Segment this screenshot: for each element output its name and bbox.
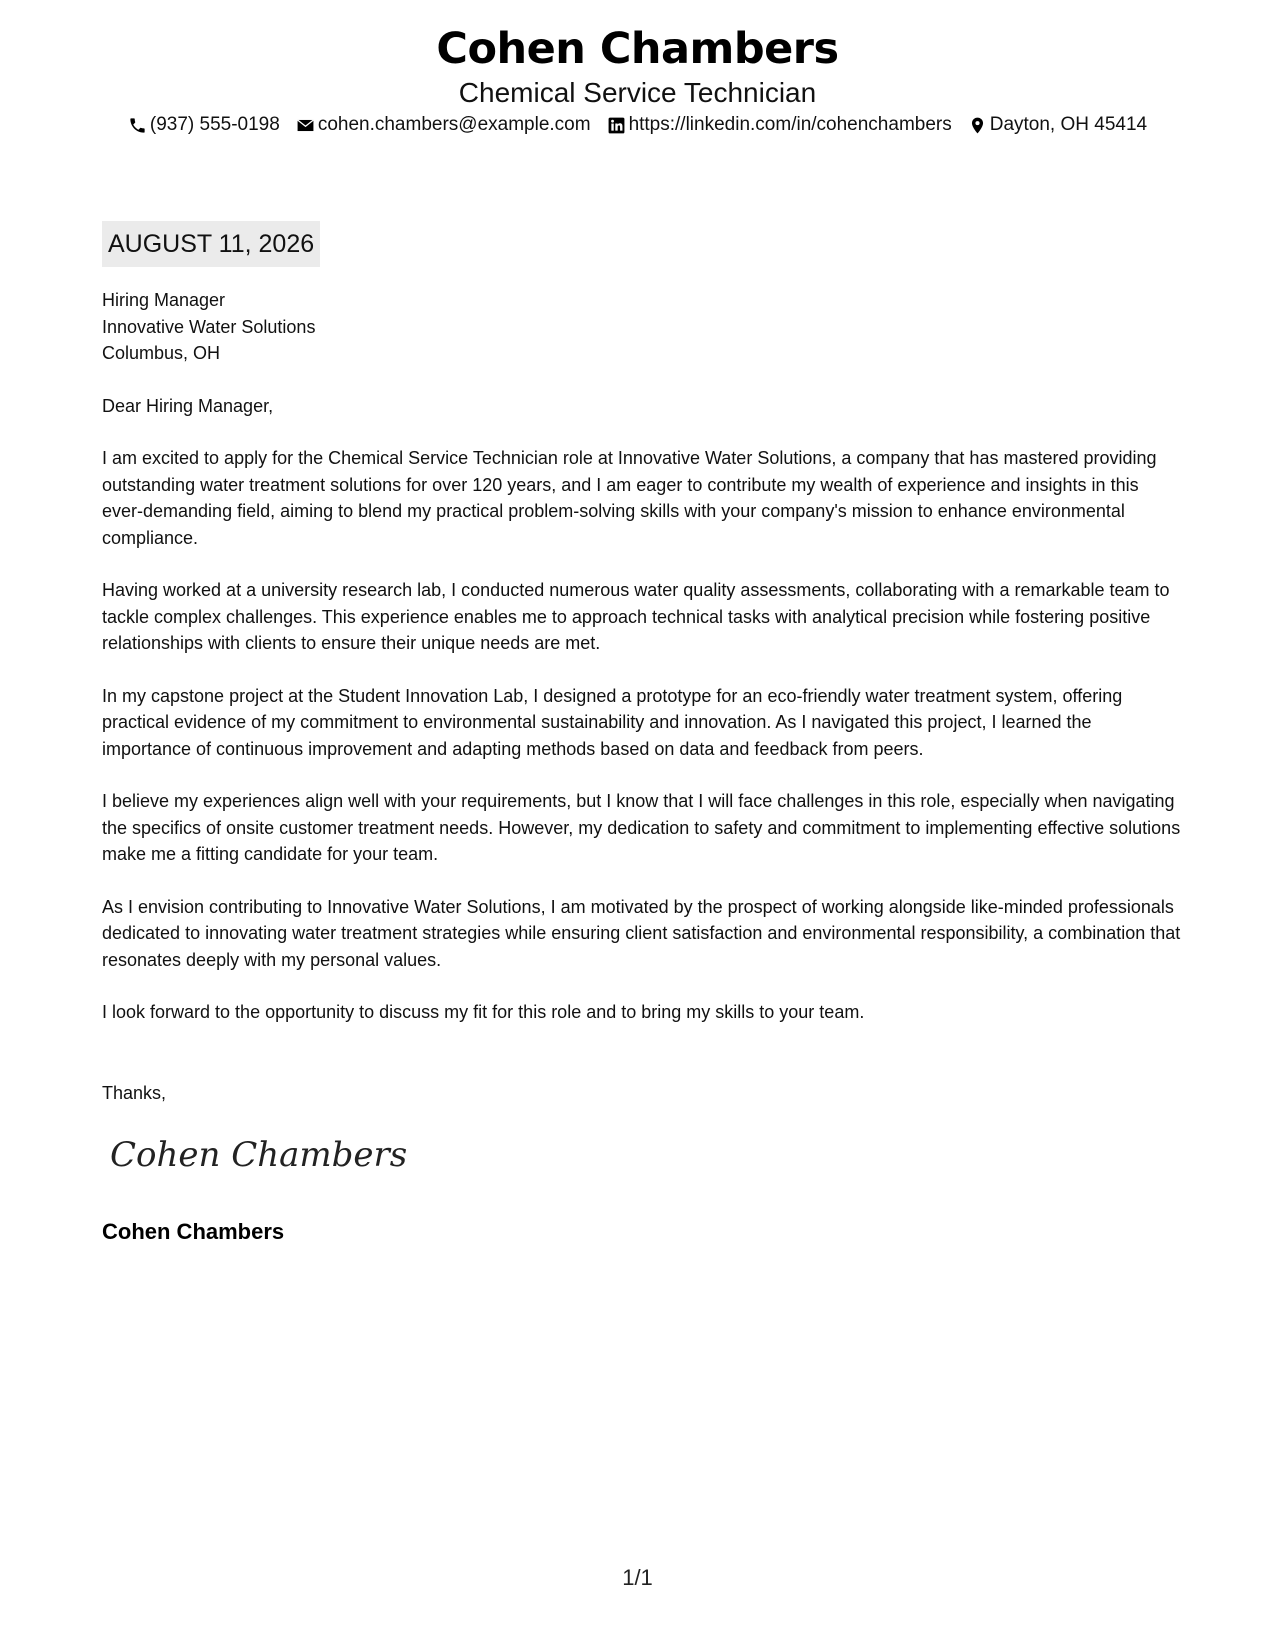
- contact-phone: [128, 113, 280, 137]
- contact-bar: [0, 113, 1275, 137]
- envelope-icon: [296, 116, 315, 135]
- contact-linkedin: [607, 113, 952, 137]
- recipient-location: Columbus, OH: [102, 343, 221, 363]
- body-paragraph-1: I am excited to apply for the Chemical Service Technician role at Innovative Water Solutions, a company that has mastered providing outstanding water treatment solutions for over 120 years, and I am eager to contribute my wealth of experience and insights in this ever-demanding field, aiming to blend my practical problem-solving skills with your company's mission to enhance environmental compliance.: [102, 448, 1157, 548]
- contact-location: [968, 113, 1147, 137]
- body-paragraph-3: In my capstone project at the Student Innovation Lab, I designed a prototype for an eco-friendly water treatment system, offering practical evidence of my commitment to environmental sustainability and innovation. As I navigated this project, I learned the importance of continuous improvement and adapting methods based on data and feedback from peers.: [102, 685, 1123, 759]
- salutation: Dear Hiring Manager,: [102, 395, 274, 416]
- recipient-block: [102, 287, 1182, 367]
- letter-header: [0, 22, 1275, 110]
- linkedin-link[interactable]: https://linkedin.com/in/cohenchambers: [628, 114, 952, 135]
- applicant-name: Cohen Chambers: [436, 24, 839, 74]
- recipient-title: Hiring Manager: [102, 290, 226, 310]
- closing: Thanks,: [102, 1083, 167, 1103]
- page-number: 1/1: [622, 1565, 653, 1590]
- handwritten-signature: [108, 1124, 408, 1180]
- letter-body: [102, 287, 1182, 1052]
- map-pin-icon: [968, 116, 987, 135]
- signature-text: Cohen Chambers: [110, 1135, 408, 1175]
- body-paragraph-6: I look forward to the opportunity to discuss my fit for this role and to bring my skills to your team.: [102, 1002, 865, 1022]
- body-paragraph-5: As I envision contributing to Innovative Water Solutions, I am motivated by the prospect of working alongside like-minded professionals dedicated to innovating water treatment strategies while ensuring client satisfaction and environmental responsibility, a combination that resonates deeply with my personal values.: [102, 896, 1181, 970]
- phone-icon: [128, 116, 147, 135]
- contact-email: [296, 113, 591, 137]
- letter-date: AUGUST 11, 2026: [102, 221, 320, 267]
- signed-name: Cohen Chambers: [102, 1219, 285, 1244]
- body-paragraph-2: Having worked at a university research lab, I conducted numerous water quality assessments, collaborating with a remarkable team to tackle complex challenges. This experience enables me to approach technical tasks with analytical precision while fostering positive relationships with clients to ensure their unique needs are met.: [102, 580, 1170, 653]
- location-text: Dayton, OH 45414: [989, 114, 1148, 135]
- applicant-title: Chemical Service Technician: [458, 77, 817, 108]
- phone-text: (937) 555-0198: [149, 114, 280, 135]
- recipient-company: Innovative Water Solutions: [102, 316, 316, 337]
- linkedin-icon: [607, 116, 626, 135]
- body-paragraph-4: I believe my experiences align well with your requirements, but I know that I will face challenges in this role, especially when navigating the specifics of onsite customer treatment needs. However, my dedication to safety and commitment to implementing effective solutions make me a fitting candidate for your team.: [102, 791, 1181, 864]
- email-link[interactable]: cohen.chambers@example.com: [317, 114, 591, 135]
